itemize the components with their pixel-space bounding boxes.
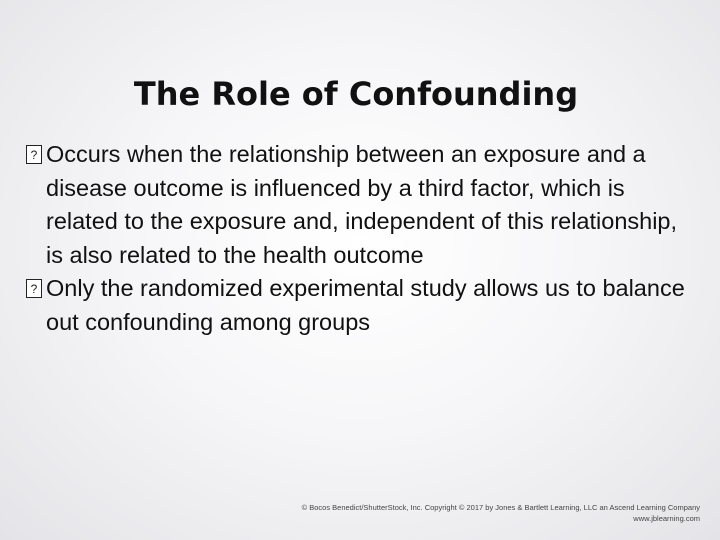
- bullet-list: [26, 138, 698, 339]
- missing-glyph-bullet-icon: ?: [26, 279, 42, 298]
- bullet-item: [26, 138, 698, 272]
- bullet-item: [26, 272, 698, 339]
- slide-title: The Role of Confounding: [133, 75, 579, 113]
- publisher-website: www.jblearning.com: [633, 513, 700, 523]
- bullet-text: Occurs when the relationship between an exposure and a disease outcome is influenced by a third factor, which is related to the exposure and, independent of this relationship, is also related to the health outcome: [46, 141, 678, 268]
- bullet-text: Only the randomized experimental study allows us to balance out confounding among groups: [46, 275, 685, 335]
- copyright-text: © Bocos Benedict/ShutterStock, Inc. Copyright © 2017 by Jones & Bartlett Learning, LLC an Ascend Learning Company: [301, 503, 700, 512]
- copyright-footer: [302, 503, 700, 524]
- missing-glyph-bullet-icon: ?: [26, 145, 42, 164]
